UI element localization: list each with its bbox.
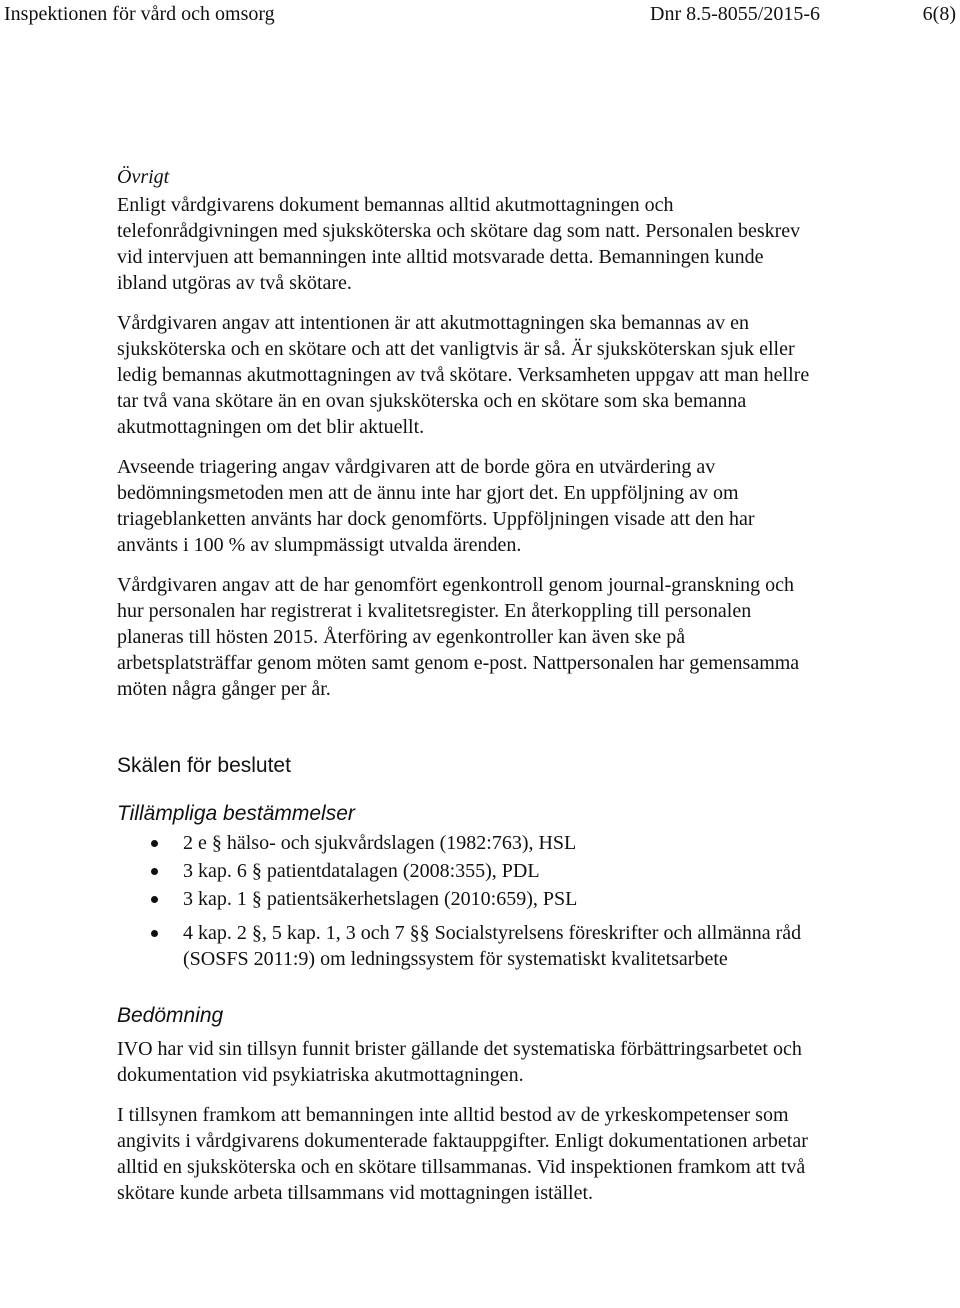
document-number: Dnr 8.5-8055/2015-6 <box>650 3 820 25</box>
section-ovrigt <box>117 164 817 702</box>
paragraph: IVO har vid sin tillsyn funnit brister gällande det systematiska förbättringsarbetet och dokumentation vid psykiatriska akutmottagningen. <box>117 1038 802 1086</box>
page-header <box>0 0 960 30</box>
page-number: 6(8) <box>922 3 956 25</box>
list-item: 4 kap. 2 §, 5 kap. 1, 3 och 7 §§ Socialstyrelsens föreskrifter och allmänna råd (SOSFS 2011:9) om ledningssystem för systematiskt kvalitetsarbete <box>117 920 817 972</box>
agency-name: Inspektionen för vård och omsorg <box>4 3 275 25</box>
document-body <box>117 164 817 1206</box>
paragraph: Vårdgivaren angav att intentionen är att akutmottagningen ska bemannas av en sjuksköterska och en skötare och att det vanligtvis är så. Är sjuksköterskan sjuk eller ledig bemannas akutmottagningen av två skötare. Verksamheten uppgav att man hellre tar två vana skötare än en ovan sjuksköterska och en skötare som ska bemanna akutmottagningen om det blir aktuellt. <box>117 312 810 438</box>
heading-ovrigt: Övrigt <box>117 166 170 188</box>
heading-skalen: Skälen för beslutet <box>117 754 291 777</box>
section-bedomning <box>117 1004 817 1206</box>
list-item: 2 e § hälso- och sjukvårdslagen (1982:763), HSL <box>117 830 817 856</box>
heading-bedomning: Bedömning <box>117 1004 224 1027</box>
section-skalen <box>117 754 817 972</box>
list-item: 3 kap. 6 § patientdatalagen (2008:355), PDL <box>117 858 817 884</box>
regulations-list <box>117 830 817 972</box>
paragraph: Vårdgivaren angav att de har genomfört egenkontroll genom journal-granskning och hur personalen har registrerat i kvalitetsregister. En återkoppling till personalen planeras till hösten 2015. Återföring av egenkontroller kan även ske på arbetsplatsträffar genom möten samt genom e-post. Nattpersonalen har gemensamma möten några gånger per år. <box>117 574 800 700</box>
subheading-bestammelser: Tillämpliga bestämmelser <box>117 802 355 825</box>
paragraph: Avseende triagering angav vårdgivaren att de borde göra en utvärdering av bedömningsmetoden men att de ännu inte har gjort det. En uppföljning av om triageblanketten använts har dock genomförts. Uppföljningen visade att den har använts i 100 % av slumpmässigt utvalda ärenden. <box>117 456 755 556</box>
paragraph: Enligt vårdgivarens dokument bemannas alltid akutmottagningen och telefonrådgivningen med sjuksköterska och skötare dag som natt. Personalen beskrev vid intervjuen att bemanningen inte alltid motsvarade detta. Bemanningen kunde ibland utgöras av två skötare. <box>117 194 801 294</box>
paragraph: I tillsynen framkom att bemanningen inte alltid bestod av de yrkeskompetenser som angivits i vårdgivarens dokumenterade faktauppgifter. Enligt dokumentationen arbetar alltid en sjuksköterska och en skötare tillsammanas. Vid inspektionen framkom att två skötare kunde arbeta tillsammans vid mottagningen istället. <box>117 1104 808 1204</box>
list-item: 3 kap. 1 § patientsäkerhetslagen (2010:659), PSL <box>117 886 817 912</box>
